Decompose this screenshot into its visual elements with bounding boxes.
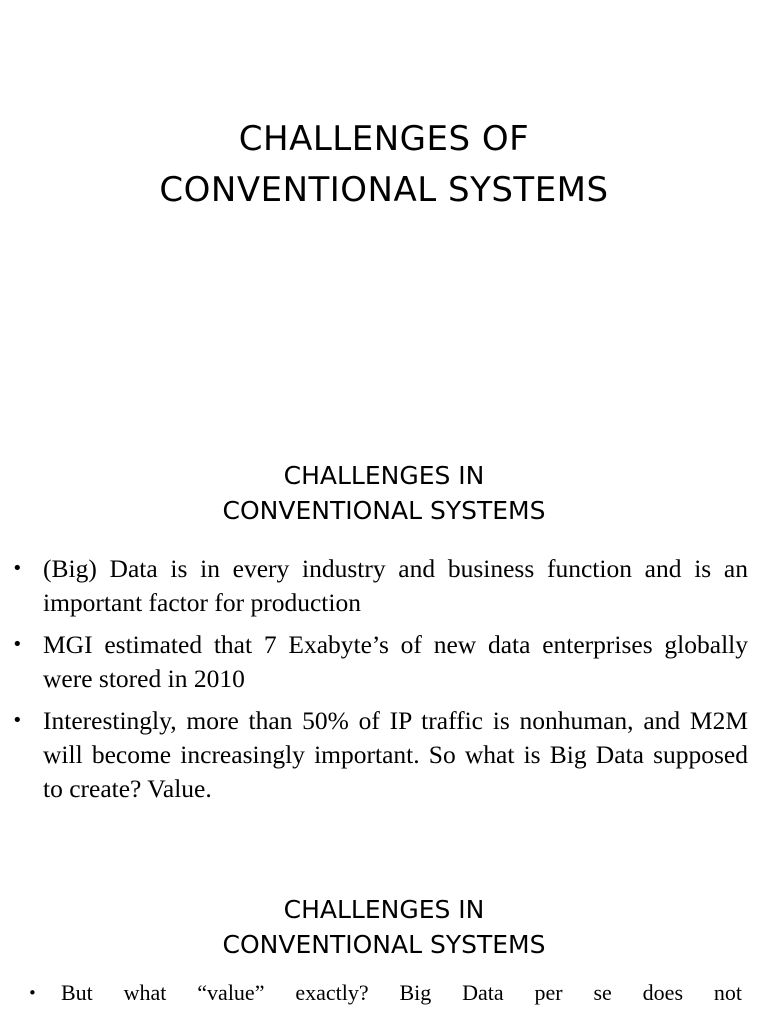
bullet-item [0,978,768,1008]
bullet-text: (Big) Data is in every industry and business function and is an important factor for production [43,554,748,617]
bullet-item [0,628,768,696]
slide-2-title-line-1: CHALLENGES IN [283,461,485,490]
bullet-dot-icon: • [12,558,23,579]
bullet-dot-icon: • [12,710,23,731]
bullet-dot-icon: • [28,984,37,1002]
slide-2-bullet-list [0,552,768,814]
bullet-text: MGI estimated that 7 Exabyte’s of new data enterprises globally were stored in 2010 [43,630,748,693]
slide-3 [0,840,768,1024]
bullet-text: Interestingly, more than 50% of IP traffic is nonhuman, and M2M will become increasingly important. So what is Big Data supposed to create? Value. [43,706,748,803]
slide-1-title [0,114,768,216]
slide-2 [0,420,768,840]
slide-3-bullet-list [0,978,768,1016]
slide-1-title-line-2: CONVENTIONAL SYSTEMS [159,170,609,210]
bullet-dot-icon: • [12,634,23,655]
bullet-text: But what “value” exactly? Big Data per se does not [61,980,742,1005]
slide-2-title-line-2: CONVENTIONAL SYSTEMS [222,496,546,525]
bullet-item [0,704,768,806]
slide-1 [0,0,768,420]
slide-3-title-line-2: CONVENTIONAL SYSTEMS [222,930,546,959]
slide-3-title [0,892,768,962]
slide-2-title [0,458,768,528]
bullet-item [0,552,768,620]
slide-3-title-line-1: CHALLENGES IN [283,895,485,924]
slide-1-title-line-1: CHALLENGES OF [238,119,530,159]
